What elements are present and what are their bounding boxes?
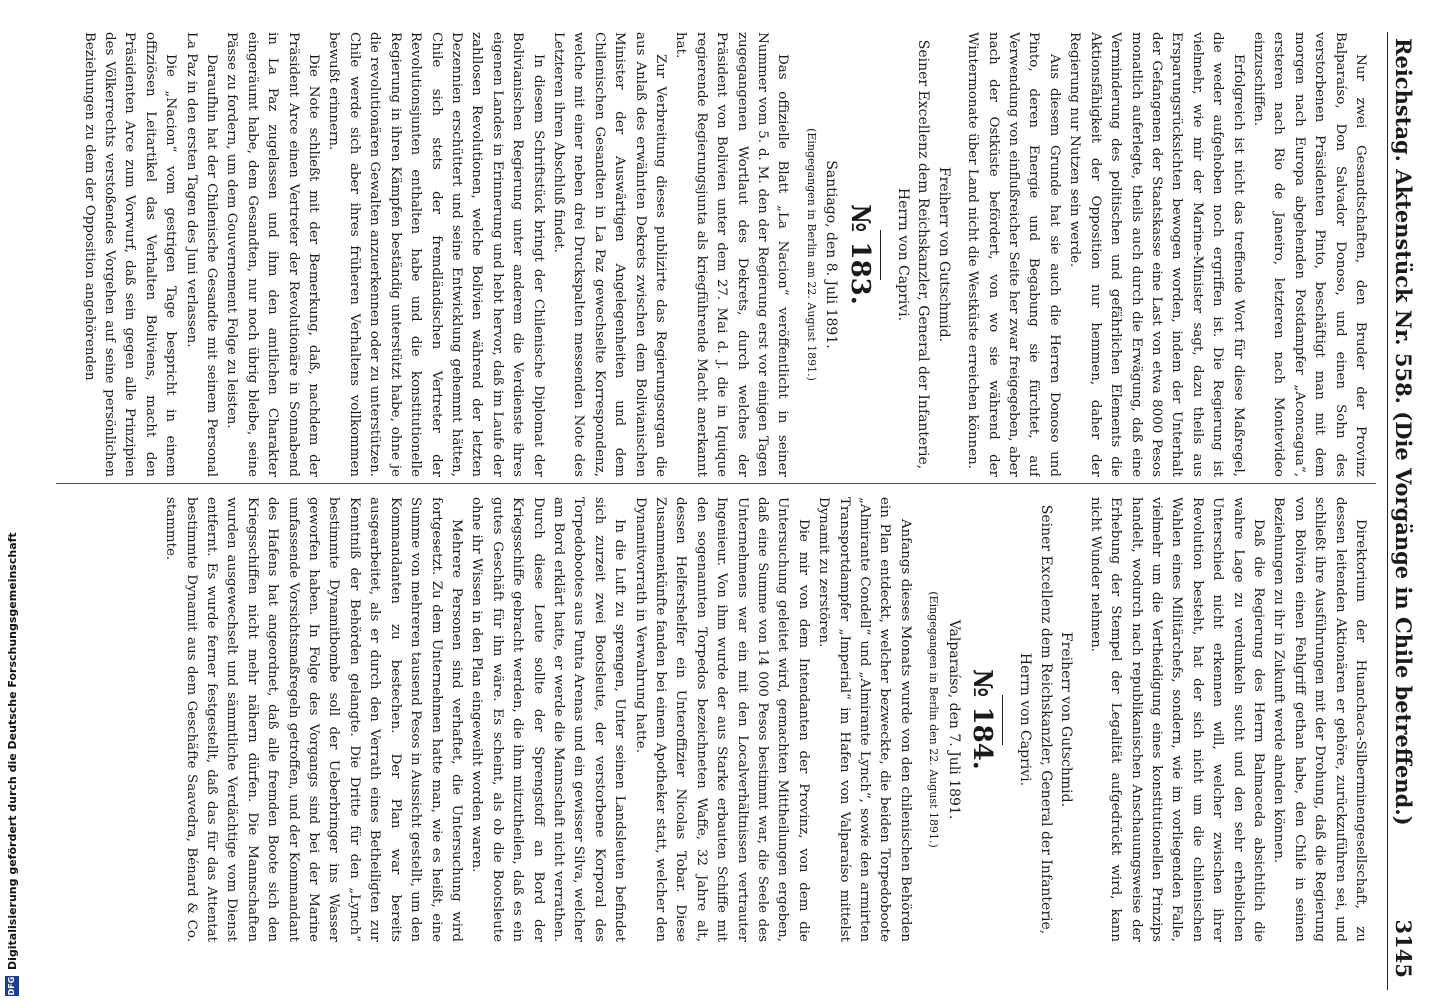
addressee: Seiner Excellenz dem Reichskanzler, General der Infanterie, [915,39,932,470]
footer-credit: Digitalisierung gefördert durch die Deutsche Forschungsgemeinschaft [6,532,19,970]
addressee-name: Herrn von Caprivi. [895,187,912,322]
left-column [60,32,1370,477]
page-header [1386,38,1422,978]
paragraph: Direktorium der Huanchaca-Silberminengesellschaft, zu dessen leitenden Aktionären er gehöre, zurückzuführen sei, und schließt ihre Ausführungen mit der Drohung, daß die Regierung von Bolivien einen Fehlgriff gethan habe, den Chile in seinen Beziehungen zu ihr in Zukunft werde ahnden können. [1271,497,1368,942]
paragraph: Die „Nacion“ vom gestrigen Tage bespricht in einem offiziösen Leitartikel das Verhalten Boliviens, macht den Präsidenten Arce zum Vorwurf, daß sein gegen alle Prinzipien des Völkerrechts verstoßendes Vorgehen auf seine persönlichen Beziehungen zu dem der Opposition angehörenden [81,32,179,477]
paragraph: In die Luft zu sprengen, Unter seinen Landsleuten befindet sich zurzeit zwei Bootsleute, der verstorbene Korporal des Torpedobootes aus Punta Arenas und ein gewisser Silva, welcher am Bord erklärt hatte, er werde die Mannschaft nicht verrathen. Durch diese Leute sollte der Sprengstoff an Bord der Kriegsschiffe gebracht werden, die ihm mitzutheilen, daß es ein gutes Geschäft für ihn wäre. Es scheint, als ob die Bootsleute ohne ihr Wissen in den Plan eingeweiht worden waren. [469,497,628,942]
right-column [60,497,1370,942]
paragraph: Zur Verbreitung dieses publizirte das Regierungsorgan die aus Anlaß des erwähnten Dekrets zwischen dem Bolivianischen Minister der Auswärtigen Angelegenheiten und dem Chilenischen Gesandten in La Paz gewechselte Korrespondenz, welche mit einer neben drei Druckspalten messenden Note des Letzteren ihren Abschluß findet. [550,32,668,477]
document-number: № 183. [844,204,875,305]
paragraph: Aus diesem Grunde hat sie auch die Herren Donoso und Pinto, deren Energie und Begabung sie fürchtet, auf Verwendung von einflußreicher Seite her zwar freigegeben, aber nach der Ostküste befördert, von wo sie während der Wintermonate über Land nicht die Westküste erreichen können. [965,32,1062,477]
received-note: (Eingegangen in Berlin am 22. August 1891.) [804,128,818,381]
footer [0,0,26,1000]
section-rule [880,230,881,280]
paragraph: Mehrere Personen sind verhaftet, die Untersuchung wird fortgesetzt. Zu dem Unternehmen hatte man, wie es heißt, eine Summe von mehreren tausend Pesos in Aussicht gestellt, um den Kommandanten zu bestechen. Der Plan war bereits ausgearbeitet, als er durch den Verrath eines Betheiligten zur Kenntniß der Behörden gelangte. Die Dritte für den „Lynch“ bestimmte Dynamitbombe soll der Ueberbringer ins Wasser geworfen haben. In Folge des Vorgangs sind bei der Marine umfassende Vorsichtsmaßregeln getroffen, und der Kommandant des Hafens hat angeordnet, daß alle fremden Boote sich den Kriegsschiffen nicht mehr nähern dürfen. Die Mannschaften wurden ausgewechselt und sämmtliche Verdächtige vom Dienst entfernt. Es wurde ferner festgestellt, daß das für das Attentat bestimmte Dynamit aus dem Geschäfte Saavedra, Bénard & Co. stammte. [163,497,464,942]
page-number: 3145 [1391,919,1416,978]
addressee: Seiner Excellenz dem Reichskanzler, General der Infanterie, [1037,504,1054,935]
dfg-logo-icon: DFG [5,976,19,996]
document-date: Valparaíso, den 7. Juli 1891. [945,619,962,820]
received-note: (Eingegangen in Berlin den 22. August 1891.) [927,591,941,848]
header-title: Reichstag. Aktenstück Nr. 558. (Die Vorgänge in Chile betreffend.) [1391,38,1416,826]
paragraph: Nur zwei Gesandtschaften, den Bruder der Provinz Balparaíso, Don Salvador Donoso, und einen Sohn des verstorbenen Präsidenten Pinto, beschäftigt man mit dem morgen nach Europa abgehenden Postdampfer „Aconcagua“, ersteren nach Rio de Janeiro, letzteren nach Montevideo einzuschiffen. [1250,32,1368,477]
signature: Freiherr von Gutschmid. [1058,631,1075,808]
paragraph: In diesem Schriftstück bringt der Chilenische Diplomat der Bolivianischen Regierung unter anderem die Verdienste ihres eigenen Landes in Erinnerung und hebt hervor, daß im Laufe der zahllosen Revolutionen, welche Bolivien während der letzten Dezennien erschüttert und seine Entwicklung gehemmt hätten, Chile sich stets der fremdländischen Vertreter der Revolutionsjunten enthalten habe und die konstitutionelle Regierung in ihren Kämpfen beständig unterstützt habe, ohne je die revolutionären Gewalten anzuerkennen oder zu unterstützen. Chile werde sich aber ihres früheren Verhaltens vollkommen bewußt erinnern. [326,32,546,477]
section-rule [1002,695,1003,745]
paragraph: Daraufhin hat der Chilenische Gesandte mit seinem Personal La Paz in den ersten Tagen des Juni verlassen. [183,32,220,477]
column-divider [56,483,1376,484]
document-date: Santiago, den 8. Juli 1891. [823,160,840,349]
header-rule [1387,32,1388,990]
paragraph: Die Note schließt mit der Bemerkung, daß, nachdem der Präsident Arce einen Vertreter der Revolutionäre in Sonnabend in La Paz zugelassen und ihm den amtlichen Charakter eingeräumt habe, dem Gesandten, nur noch übrig bleibe, seine Pässe zu fordern, um dem Gouvernement Folge zu leisten. [224,32,322,477]
signature: Freiherr von Gutschmid. [935,166,952,343]
paragraph: Erfolgreich ist nicht das treffende Wort für diese Maßregel, die weder aufgehoben noch ergriffen ist. Die Regierung ist vielmehr, wie mir der Marine-Minister sagt, dazu theils aus Ersparungsrücksichten bewogen worden, indem der Unterhalt der Gefangenen der Staatskasse eine Last von etwa 8000 Pesos monatlich auferlegte, theils auch durch die Erwägung, daß eine Verminderung des politischen und gefährlichen Elements die Aktionsfähigkeit der Opposition nur hemmen, daher der Regierung nur Nutzen sein werde. [1067,32,1246,477]
addressee-name: Herrn von Caprivi. [1017,652,1034,787]
document-number: № 184. [967,669,998,770]
paragraph: Das offizielle Blatt „La Nacion“ veröffentlicht in seiner Nummer vom 5. d. M. den der Regierung erst vor einigen Tagen zugegangenen Wortlaut des Dekrets, durch welches der Präsident von Bolivien unter dem 27. Mai d. J. die in Iquique regierende Regierungsjunta als kriegführende Macht anerkannt hat. [673,32,791,477]
paragraph: Daß die Regierung des Herrn Balmaceda absichtlich die wahre Lage zu verdunkeln sucht und den sehr erheblichen Unterschied nicht erkennen will, welcher zwischen ihrer Revolution besteht, hat der sich nicht um die chilenischen Wahlen eines Militärchefs, sondern, wie im vorliegenden Falle, vielmehr um die Vertheidigung eines konstitutionellen Prinzips handelt, wodurch nach republikanischen Anschauungsweise der Erhebung der Stempel der Legalität aufgedrückt wird, kann nicht Wunder nehmen. [1087,497,1266,942]
paragraph: Anfangs dieses Monats wurde von den chilenischen Behörden ein Plan entdeckt, welcher bezweckte, die beiden Torpedoboote „Almirante Condell“ und „Almirante Lynch“, sowie den armirten Transportdampfer „Imperial“ im Hafen von Valparaíso mittelst Dynamit zu zerstören. [816,497,913,942]
paragraph: Die mir von dem Intendanten der Provinz, von dem die Untersuchung geleitet wird, gemachten Mittheilungen ergeben, daß eine Summe von 14 000 Pesos bestimmt war, die Seele des Unternehmens war ein mit den Localverhältnissen vertrauter Ingenieur. Von ihm wurde der aus Starke erbauten Schiffe mit den sogenannten Torpedos bezeichneten Waffe, 32 Jahre alt, dessen Helfershelfer ein Unteroffizier Nicolas Tobar. Diese Zusammenkünfte fanden bei einem Apotheker statt, welcher den Dynamitvorrath in Verwahrung hatte. [632,497,811,942]
